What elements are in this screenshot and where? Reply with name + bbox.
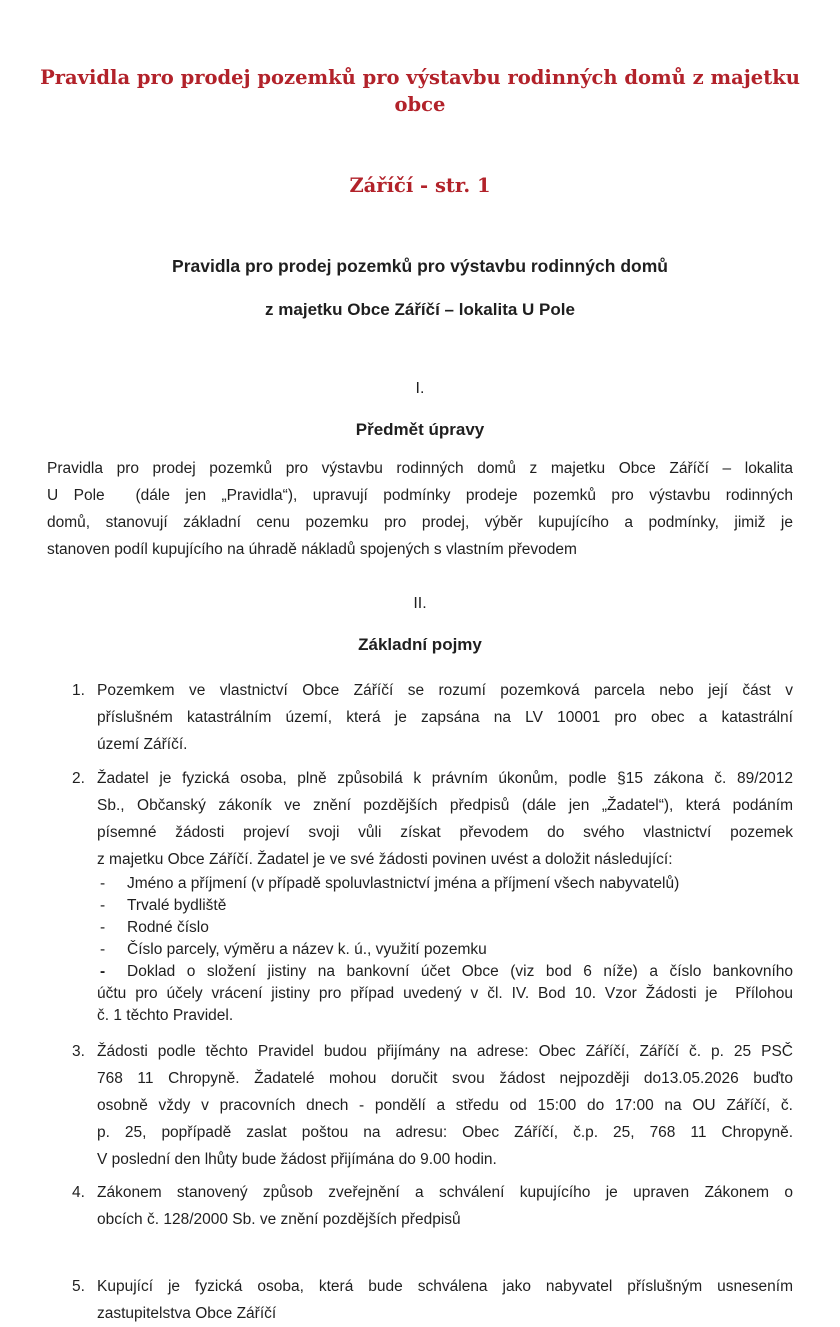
section-numeral-II: II.: [413, 595, 427, 612]
paragraph-line: Pravidla pro prodej pozemků pro výstavbu rodinných domů z majetku Obce Záříčí – lokalita: [47, 460, 793, 477]
bullet-text: Číslo parcely, výměru a název k. ú., využití pozemku: [127, 941, 487, 958]
list-item-line: obcích č. 128/2000 Sb. ve znění pozdějších předpisů: [97, 1211, 461, 1228]
list-item-number: 3.: [72, 1043, 85, 1060]
list-item: [47, 677, 793, 758]
list-item-line: příslušném katastrálním území, která je zapsána na LV 10001 pro obec a katastrální: [97, 709, 793, 726]
page-banner-title: [27, 10, 813, 253]
bullet-wrap-line: č. 1 těchto Pravidel.: [97, 1007, 234, 1024]
list-item-number: 1.: [72, 682, 85, 699]
bullet-text: Jméno a příjmení (v případě spoluvlastnictví jména a příjmení všech nabyvatelů): [127, 875, 680, 892]
list-item-body: [97, 1273, 793, 1327]
list-item-line: Kupující je fyzická osoba, která bude schválena jako nabyvatel příslušným usnesením: [97, 1278, 793, 1295]
list-item-line: Sb., Občanský zákoník ve znění pozdějších předpisů (dále jen „Žadatel“), která podáním: [97, 797, 793, 814]
list-item-line: písemné žádosti projeví svoji vůli získat převodem do svého vlastnictví pozemek: [97, 824, 793, 841]
bullet-wrap-line: účtu pro účely vrácení jistiny pro případ uvedený v čl. IV. Bod 10. Vzor Žádosti je Přílohou: [97, 985, 793, 1002]
list-item-line: p. 25, popřípadě zaslat poštou na adresu: Obec Záříčí, č.p. 25, 768 11 Chropyně.: [97, 1124, 793, 1141]
list-item-line: Žádosti podle těchto Pravidel budou přijímány na adrese: Obec Záříčí, Záříčí č. p. 25 PSČ: [97, 1043, 793, 1060]
list-item: [47, 1273, 793, 1327]
bullet-text: Trvalé bydliště: [127, 897, 227, 914]
section-numeral-I: I.: [415, 380, 425, 397]
bullet-dash: -: [100, 875, 106, 892]
list-item-number: 5.: [72, 1278, 85, 1295]
sub-bullet-item: [97, 917, 793, 939]
banner-title-line1: Pravidla pro prodej pozemků pro výstavbu rodinných domů z majetku obce: [40, 66, 807, 116]
section-heading-zakladni-pojmy: Základní pojmy: [358, 635, 482, 654]
list-item-line: 768 11 Chropyně. Žadatelé mohou doručit svou žádost nejpozději do13.05.2026 buďto: [97, 1070, 793, 1087]
list-item-line: z majetku Obce Záříčí. Žadatel je ve své žádosti povinen uvést a doložit následující:: [97, 851, 673, 868]
document-subtitle: z majetku Obce Záříčí – lokalita U Pole: [265, 300, 575, 319]
paragraph-line: stanoven podíl kupujícího na úhradě nákladů spojených s vlastním převodem: [47, 541, 577, 558]
list-item-number: 4.: [72, 1184, 85, 1201]
section-heading-predmet-upravy: Předmět úpravy: [355, 420, 485, 439]
sub-bullet-item: [97, 939, 793, 961]
bullet-text: Doklad o složení jistiny na bankovní účet Obce (viz bod 6 níže) a číslo bankovního: [127, 963, 793, 980]
paragraph-line: U Pole (dále jen „Pravidla“), upravují podmínky prodeje pozemků pro výstavbu rodinných: [47, 487, 793, 504]
list-item-line: území Záříčí.: [97, 736, 188, 753]
bullet-dash: -: [100, 963, 106, 980]
list-item-number: 2.: [72, 770, 85, 787]
paragraph-line: domů, stanovují základní cenu pozemku pro prodej, výběr kupujícího a podmínky, jimiž je: [47, 514, 793, 531]
list-item-line: zastupitelstva Obce Záříčí: [97, 1305, 277, 1322]
list-item-body: [97, 765, 793, 1027]
list-item-body: [97, 1038, 793, 1173]
bullet-dash: -: [100, 919, 106, 936]
bullet-dash: -: [100, 897, 106, 914]
sub-bullet-list: [97, 873, 793, 1027]
sub-bullet-item: [97, 961, 793, 983]
sub-bullet-item: [97, 895, 793, 917]
list-item: [47, 1179, 793, 1233]
numbered-list: [47, 677, 793, 1327]
list-item-body: [97, 677, 793, 758]
bullet-text: Rodné číslo: [127, 919, 209, 936]
list-item: [47, 765, 793, 1027]
list-item-line: Pozemkem ve vlastnictví Obce Záříčí se rozumí pozemková parcela nebo její část v: [97, 682, 793, 699]
list-item-line: V poslední den lhůty bude žádost přijímána do 9.00 hodin.: [97, 1151, 497, 1168]
sub-bullet-item: [97, 873, 793, 895]
document-title: Pravidla pro prodej pozemků pro výstavbu rodinných domů: [172, 256, 668, 276]
list-item-line: osobně vždy v pracovních dnech - pondělí a středu od 15:00 do 17:00 na OU Záříčí, č.: [97, 1097, 793, 1114]
section-I-paragraph: [47, 455, 793, 563]
list-item-line: Žadatel je fyzická osoba, plně způsobilá k právním úkonům, podle §15 zákona č. 89/2012: [97, 770, 793, 787]
list-item-line: Zákonem stanovený způsob zveřejnění a schválení kupujícího je upraven Zákonem o: [97, 1184, 793, 1201]
list-item-body: [97, 1179, 793, 1233]
banner-title-line2: Záříčí - str. 1: [349, 174, 491, 197]
bullet-dash: -: [100, 941, 106, 958]
list-item: [47, 1038, 793, 1173]
